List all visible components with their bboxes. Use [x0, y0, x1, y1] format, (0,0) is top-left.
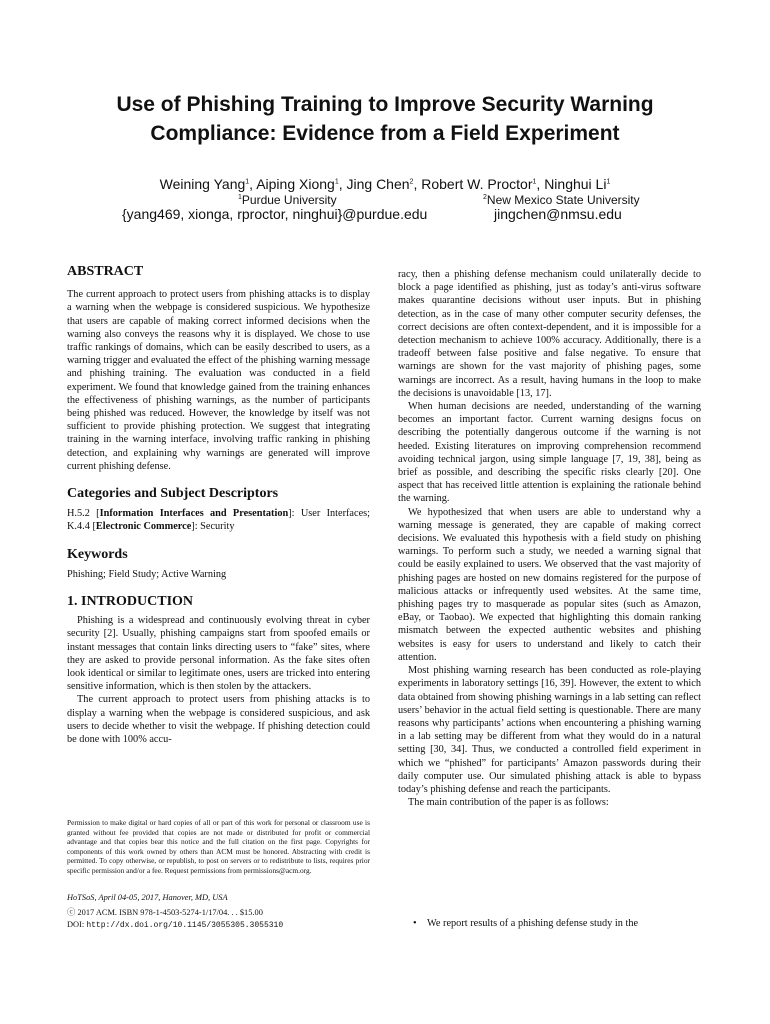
intro-paragraph-2: The current approach to protect users from phishing attacks is to display a warning when the webpage is considered suspicious, and ask users to decide whether to visit the webpage. If phishing detection could be done with 100% accu- — [67, 694, 370, 746]
author-name: Robert W. Proctor — [421, 176, 533, 192]
paper-title — [40, 90, 730, 148]
affiliation-2: $^2$New Mexico State University — [483, 193, 640, 207]
venue-line: HoTSoS, April 04-05, 2017, Hanover, MD, USA — [67, 893, 228, 902]
abstract-heading: ABSTRACT — [67, 264, 144, 279]
email-nmsu: jingchen@nmsu.edu — [494, 206, 622, 222]
affiliation-1: $^1$Purdue University — [238, 193, 337, 207]
author-name: Ninghui Li — [544, 176, 607, 192]
author-name: Weining Yang — [159, 176, 246, 192]
keywords-heading: Keywords — [67, 546, 128, 562]
right-paragraph-3: We hypothesized that when users are able to understand why a warning message is generated, they are capable of making correct decisions. We evaluated this hypothesis with a field study on phishing warnings. To perform such a study, we needed a warning signal that could be easily explained to users. We observed that the vast majority of phishing pages are hosted on new domains registered for the purpose of malicious attacks or infrequently used websites. At the same time, phishing pages try to masquerade as popular sites (such as Amazon, eBay, or Taobao). We expected that highlighting this domain ranking mismatch between the expected authentic websites and phishing websites is easy for users to understand and likely to catch their attention. — [398, 506, 701, 663]
left-column — [67, 265, 370, 746]
right-paragraph-4: Most phishing warning research has been conducted as role-playing experiments in laboratory settings [16, 39]. However, the extent to which data obtained from showing phishing warnings in a lab setting can reflect users’ behavior in the actual field setting is questionable. There are many reasons why participants’ actions when encountering a phishing warning in a lab setting may be different from what they would do in a natural setting [30, 34]. Thus, we conducted a controlled field experiment in which we “phished” for participants’ Amazon passwords during their daily computer use. Our simulated phishing attack is able to bypass today’s phishing defense and reach the participants. — [398, 665, 701, 795]
doi-link[interactable]: http://dx.doi.org/10.1145/3055305.3055310 — [86, 921, 284, 930]
copyright-line: ⓒ 2017 ACM. ISBN 978-1-4503-5274-1/17/04. . . $15.00 — [67, 908, 263, 917]
contribution-bullet: • We report results of a phishing defense study in the — [413, 918, 639, 929]
keywords-text: Phishing; Field Study; Active Warning — [67, 568, 227, 580]
email-purdue: {yang469, xionga, rproctor, ninghui}@purdue.edu — [122, 206, 428, 222]
doi-line: DOI: http://dx.doi.org/10.1145/3055305.3055310 — [67, 920, 284, 930]
right-column — [398, 268, 701, 809]
right-paragraph-5: The main contribution of the paper is as follows: — [408, 797, 609, 809]
categories-heading: Categories and Subject Descriptors — [67, 486, 279, 502]
bullet-icon: • — [413, 918, 417, 929]
introduction-heading: 1. INTRODUCTION — [67, 594, 194, 610]
author-name: Aiping Xiong — [256, 176, 335, 192]
intro-paragraph-1: Phishing is a widespread and continuously evolving threat in cyber security [2]. Usually, phishing campaigns start from spoofed emails or instant messages that contain links directing users to “fake” sites, where they are asked to provide personal information. As the fake sites often look identical or similar to legitimate ones, users are tricked into entering sensitive information, which is then stolen by the attackers. — [67, 615, 370, 693]
author-list: Weining Yang$^1$, Aiping Xiong$^1$, Jing Chen$^2$, Robert W. Proctor$^1$, Ninghui Li$^1$ — [159, 176, 611, 192]
right-paragraph-2: When human decisions are needed, understanding of the warning becomes an important factor. Current warning designs focus on describing the potentially dangerous outcome if the warning is not heeded. Existing literatures on improving comprehension recommend avoiding technical jargon, using simple language [7, 19, 38], being as brief as possible, and describing the specific risks clearly [20]. One aspect that has received little attention is explaining the rationale behind the warning. — [398, 401, 701, 505]
author-name: Jing Chen — [346, 176, 410, 192]
abstract-text: The current approach to protect users from phishing attacks is to display a warning when the webpage is considered suspicious. We hypothesize that users are capable of making correct informed decisions when the warning also conveys the reasons why it is displayed. We chose to use traffic rankings of domains, which can be easily described to users, as a warning trigger and evaluated the effect of the phishing warning message and phishing training. The evaluation was conducted in a field experiment. We found that knowledge gained from the training enhances the effectiveness of phishing warnings, as the number of participants being phished was reduced. However, the knowledge by itself was not sufficient to provide phishing protection. We suggest that integrating training in the warning interface, involving traffic ranking in phishing detection, and explaining why warnings are generated will improve current phishing defense. — [67, 289, 370, 472]
title-line-2: Compliance: Evidence from a Field Experiment — [150, 122, 620, 145]
right-paragraph-1: racy, then a phishing defense mechanism could unilaterally decide to block a page identified as phishing, just as today’s anti-virus software makes quarantine decisions without user inputs. But in phishing detection, as in the case of many other computer security defenses, the correct decisions are often context-dependent, and it is impossible for a detection mechanism to achieve 100% accuracy. Additionally, there is a tradeoff between false positive and false negative. To ensure that warnings are shown for the vast majority of phishing pages, some warnings are incorrect. As a result, having humans in the loop to make the decisions is unavoidable [13, 17]. — [398, 269, 701, 399]
permission-notice: Permission to make digital or hard copies of all or part of this work for personal or classroom use is granted without fee provided that copies are not made or distributed for profit or commercial advantage and that copies bear this notice and the full citation on the first page. Copyrights for components of this work owned by others than ACM must be honored. Abstracting with credit is permitted. To copy otherwise, or republish, to post on servers or to redistribute to lists, requires prior specific permission and/or a fee. Request permissions from permissions@acm.org. — [67, 818, 370, 875]
categories-text: H.5.2 [Information Interfaces and Presentation]: User Interfaces; K.4.4 [Electronic Commerce]: Security — [67, 508, 371, 533]
title-line-1: Use of Phishing Training to Improve Security Warning — [116, 93, 654, 116]
